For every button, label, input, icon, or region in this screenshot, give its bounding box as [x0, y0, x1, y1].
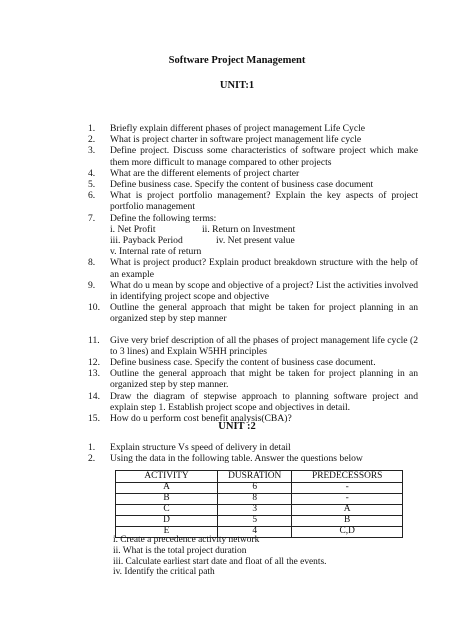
question-item — [88, 145, 418, 167]
question-text: Give very brief description of all the phases of project management life cycle (2 to 3 lines) and Explain W5HH principles — [110, 334, 418, 357]
question-number: 1. — [88, 442, 96, 453]
cell-activity: C — [116, 505, 218, 516]
question-text: Define the following terms: — [110, 212, 217, 224]
cell-duration: 6 — [218, 483, 292, 494]
cell-duration: 8 — [218, 494, 292, 505]
question-number: 15. — [88, 413, 100, 425]
question-number: 8. — [88, 257, 96, 269]
list-spacer — [88, 325, 418, 335]
question-item — [88, 190, 418, 212]
question-text: What is project product? Explain product breakdown structure with the help of an example — [110, 257, 418, 280]
question-text: What is project charter in software project management life cycle — [110, 134, 362, 146]
question-number: 4. — [88, 167, 96, 179]
question-number: 11. — [88, 334, 100, 346]
term-npv: iv. Net present value — [216, 235, 295, 247]
question-text: Outline the general approach that might be taken for project planning in an organized step by step manner. — [110, 368, 418, 391]
question-text: Draw the diagram of stepwise approach to planning software project and explain step 1. Establish project scope and objectives in detail. — [110, 390, 418, 413]
table-row — [116, 483, 403, 494]
term-irr: v. Internal rate of return — [110, 246, 202, 258]
subquestion-item: iii. Calculate earliest start date and float of all the events. — [113, 556, 327, 567]
question-item — [88, 302, 418, 324]
terms-list — [110, 224, 418, 258]
unit2-question-list — [88, 442, 418, 464]
question-item — [88, 335, 418, 357]
cell-activity: B — [116, 494, 218, 505]
question-item — [88, 280, 418, 302]
cell-duration: 5 — [218, 516, 292, 527]
table-row — [116, 516, 403, 527]
question-item — [88, 213, 418, 258]
question-number: 2. — [88, 453, 96, 465]
question-item — [88, 442, 418, 453]
question-number: 13. — [88, 368, 100, 380]
cell-predecessors: C,D — [292, 527, 403, 538]
subquestion-item: ii. What is the total project duration — [113, 545, 247, 556]
question-item — [88, 134, 418, 145]
question-text: Briefly explain different phases of project management Life Cycle — [110, 123, 366, 134]
cell-activity: D — [116, 516, 218, 527]
question-number: 14. — [88, 390, 100, 402]
subquestion-item: iv. Identify the critical path — [113, 567, 215, 578]
question-number: 6. — [88, 190, 96, 202]
cell-duration: 4 — [218, 527, 292, 538]
question-item — [88, 368, 418, 390]
question-number: 7. — [88, 212, 96, 224]
column-header-predecessors: PREDECESSORS — [292, 471, 403, 483]
unit1-question-list — [88, 123, 418, 424]
column-header-duration: DUSRATION — [218, 471, 292, 483]
table-row — [116, 505, 403, 516]
question-item — [88, 257, 418, 279]
question-text: Explain structure Vs speed of delivery in detail — [110, 442, 291, 453]
term-roi: ii. Return on Investment — [202, 223, 296, 235]
activity-table — [115, 470, 403, 538]
question-item — [88, 391, 418, 413]
subquestion-item: i. Create a precedence activity network — [113, 535, 260, 545]
question-number: 1. — [88, 123, 96, 134]
table-header-row — [116, 471, 403, 483]
question-number: 2. — [88, 134, 96, 146]
question-text: Define business case. Specify the content of business case document — [110, 179, 374, 191]
question-item — [88, 179, 418, 190]
question-text: What is project portfolio management? Explain the key aspects of project portfolio management — [110, 190, 418, 213]
cell-predecessors: - — [292, 483, 403, 494]
question-number: 10. — [88, 302, 100, 314]
unit1-heading: UNIT:1 — [219, 80, 255, 91]
question-number: 3. — [88, 145, 96, 157]
question-number: 5. — [88, 179, 96, 191]
column-header-activity: ACTIVITY — [116, 471, 218, 483]
question-item — [88, 168, 418, 179]
question-text: Outline the general approach that might be taken for project planning in an organized step by step manner — [110, 302, 418, 325]
subquestion-list — [113, 535, 413, 578]
question-text: How do u perform cost benefit analysis(CBA)? — [110, 413, 292, 425]
question-text: What are the different elements of project charter — [110, 167, 300, 179]
document-title: Software Project Management — [168, 55, 306, 66]
term-net-profit: i. Net Profit — [110, 223, 156, 235]
question-item — [88, 453, 418, 464]
cell-activity: E — [116, 527, 218, 538]
cell-duration: 3 — [218, 505, 292, 516]
question-number: 12. — [88, 357, 100, 369]
question-text: Using the data in the following table. Answer the questions below — [110, 453, 363, 465]
question-text: Define project. Discuss some characteristics of software project which make them more difficult to manage compared to other projects — [110, 145, 418, 168]
cell-predecessors: - — [292, 494, 403, 505]
question-text: Define business case. Specify the content of business case document. — [110, 357, 376, 369]
cell-predecessors: A — [292, 505, 403, 516]
question-number: 9. — [88, 279, 96, 291]
term-payback-period: iii. Payback Period — [110, 235, 183, 247]
unit2-heading: UNIT :2 — [218, 421, 256, 432]
question-item — [88, 357, 418, 368]
cell-activity: A — [116, 483, 218, 494]
cell-predecessors: B — [292, 516, 403, 527]
question-item — [88, 123, 418, 134]
question-text: What do u mean by scope and objective of a project? List the activities involved in identifying project scope and objective — [110, 279, 418, 302]
table-row — [116, 494, 403, 505]
